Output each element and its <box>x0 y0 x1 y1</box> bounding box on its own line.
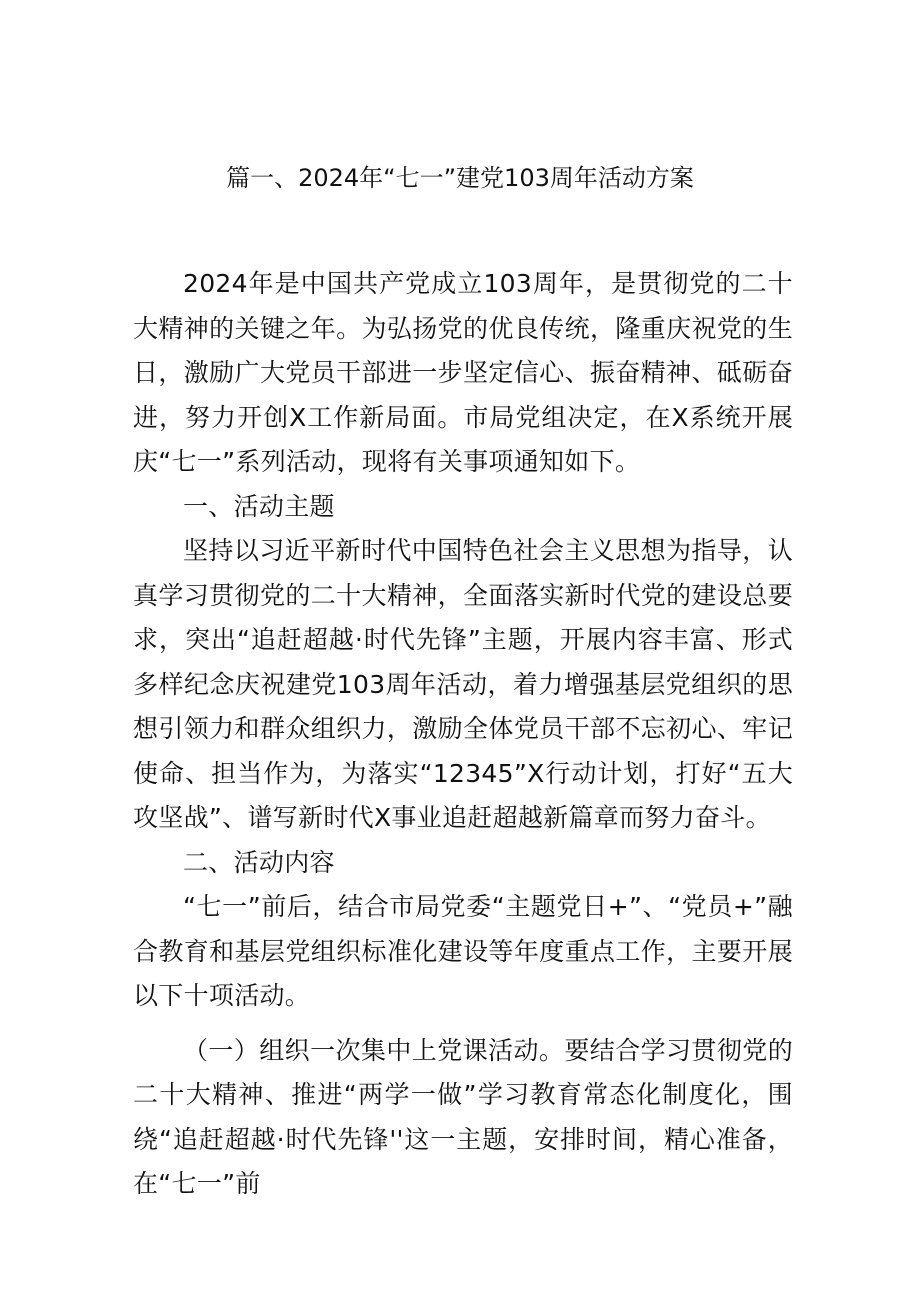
document-title: 篇一、2024年“七一”建党103周年活动方案 <box>226 164 694 192</box>
section-heading-content: 二、活动内容 <box>183 847 335 877</box>
section-heading-theme: 一、活动主题 <box>183 491 335 521</box>
document-body <box>133 262 793 1207</box>
theme-paragraph: 坚持以习近平新时代中国特色社会主义思想为指导，认真学习贯彻党的二十大精神，全面落实新时代党的建设总要求，突出“追赶超越·时代先锋”主题，开展内容丰富、形式多样纪念庆祝建党103周年活动，着力增强基层党组织的思想引领力和群众组织力，激励全体党员干部不忘初心、牢记使命、担当作为，为落实“12345”X行动计划，打好“五大攻坚战”、谱写新时代X事业追赶超越新篇章而努力奋斗。 <box>133 536 793 832</box>
content-paragraph: “七一”前后，结合市局党委“主题党日+”、“党员+”融合教育和基层党组织标准化建设等年度重点工作，主要开展以下十项活动。 <box>133 892 793 1010</box>
activity-one-paragraph: （一）组织一次集中上党课活动。要结合学习贯彻党的二十大精神、推进“两学一做”学习教育常态化制度化，围绕“追赶超越·时代先锋''这一主题，安排时间，精心准备，在“七一”前 <box>133 1035 793 1198</box>
intro-paragraph: 2024年是中国共产党成立103周年，是贯彻党的二十大精神的关键之年。为弘扬党的优良传统，隆重庆祝党的生日，激励广大党员干部进一步坚定信心、振奋精神、砥砺奋进，努力开创X工作新局面。市局党组决定，在X系统开展庆“七一”系列活动，现将有关事项通知如下。 <box>133 269 793 476</box>
